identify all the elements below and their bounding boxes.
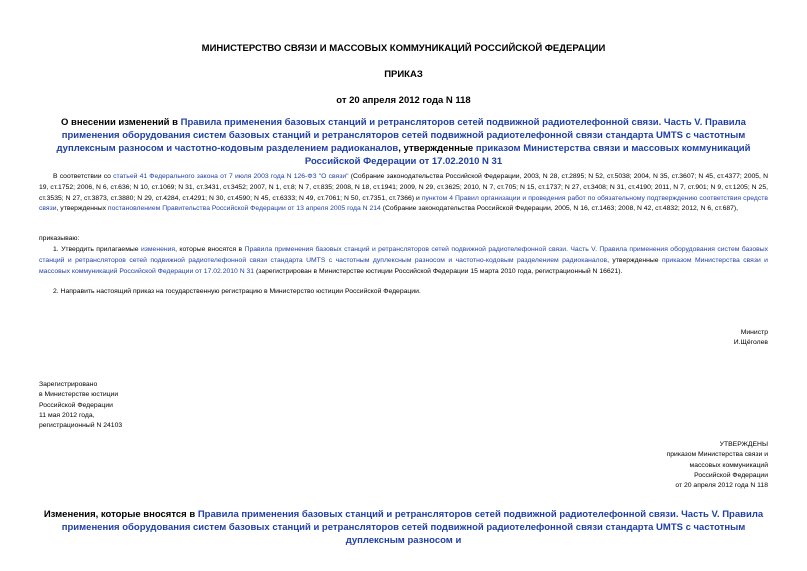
approval-line: приказом Министерства связи и <box>666 451 768 459</box>
title-middle: , утвержденные <box>398 143 476 154</box>
item-1-text-2: , которые вносятся в <box>175 246 245 253</box>
item-1-order-link[interactable]: приказом Министерства связи и массовых коммуникаций Российской Федерации от 17.02.2010 N 31 <box>39 256 768 275</box>
title-rules-link[interactable]: Правила применения базовых станций и ретрансляторов сетей подвижной радиотелефонной связи. Часть V. Правила применения оборудования систем базовых станций и ретрансляторов сетей подвижной радиотелефонной связи стандарта UMTS с частотным дуплексным разносом и частотно-кодовым разделением радиоканалов <box>56 117 746 154</box>
item-1-text-3: , утвержденные <box>607 256 662 264</box>
preamble-text-2: (Собрание законодательства Российской Федерации, 2003, N 28, ст.2895; N 52, ст.5038; 2004, N 35, ст.3607; N 45, ст.4377; 2005, N 19, ст.1752; 2006, N 6, ст.636; N 10, ст.1069; N 31, ст.3431, ст.3452; 2007, N 1, ст.8; N 7, ст.835; 2008, N 18, ст.1941; 2009, N 29, ст.3625; 2010, N 7, ст.705; N 15, ст.1737; N 27, ст.3408; N 31, ст.4190; 2011, N 7, ст.901; N 9, ст.1205; N 25, ст.3535; N 27, ст.3873, ст.3880; N 29, ст.4284, ст.4291; N 30, ст.4590; N 45, ст.6333; N 49, ст.7061; N 50, ст.7351, ст.7366) и <box>39 173 769 202</box>
law-link[interactable]: статьей 41 Федерального закона от 7 июля 2003 года N 126-ФЗ "О связи" <box>113 173 349 180</box>
document-date-number: от 20 апреля 2012 года N 118 <box>336 95 471 106</box>
changes-title <box>40 508 767 546</box>
changes-title-rules-link[interactable]: Правила применения базовых станций и ретрансляторов сетей подвижной радиотелефонной связи. Часть V. Правила применения оборудования систем базовых станций и ретрансляторов сетей подвижной радиотелефонной связи стандарта UMTS с частотным дуплексным разносом и <box>61 509 764 546</box>
changes-title-prefix: Изменения, которые вносятся в <box>43 509 198 520</box>
preamble-text-1: В соответствии со <box>53 173 114 180</box>
approval-line: Российской Федерации <box>694 471 768 479</box>
government-decree-link[interactable]: постановлением Правительства Российской Федерации от 13 апреля 2005 года N 214 <box>107 205 381 213</box>
title-prefix: О внесении изменений в <box>61 117 181 128</box>
signature-position: Министр <box>740 329 768 336</box>
order-word: приказываю: <box>39 235 80 242</box>
registration-block <box>39 380 122 431</box>
preamble-text-3: , утвержденных <box>56 205 108 213</box>
document-type: ПРИКАЗ <box>384 69 423 80</box>
item-2-paragraph: 2. Направить настоящий приказ на государственную регистрацию в Министерство юстиции Российской Федерации. <box>53 288 421 295</box>
signature-block <box>734 328 768 349</box>
item-1-paragraph <box>39 245 768 277</box>
preamble-paragraph <box>39 172 768 215</box>
registration-line: в Министерстве юстиции <box>39 391 119 399</box>
registration-line: Российской Федерации <box>39 401 113 409</box>
ministry-heading: МИНИСТЕРСТВО СВЯЗИ И МАССОВЫХ КОММУНИКАЦИЙ РОССИЙСКОЙ ФЕДЕРАЦИИ <box>201 43 606 54</box>
registration-line: 11 мая 2012 года, <box>39 411 95 419</box>
approval-line: от 20 апреля 2012 года N 118 <box>675 482 768 490</box>
registration-line: регистрационный N 24103 <box>39 422 123 430</box>
changes-link[interactable]: изменения <box>140 246 176 253</box>
approval-line: УТВЕРЖДЕНЫ <box>719 441 768 448</box>
approval-line: массовых коммуникаций <box>689 461 768 469</box>
rules-item4-link[interactable]: пунктом 4 Правил организации и проведения работ по обязательному подтверждению соответствия средств связи <box>39 194 768 213</box>
item-1-rules-link[interactable]: Правила применения базовых станций и ретрансляторов сетей подвижной радиотелефонной связи. Часть V. Правила применения оборудования систем базовых станций и ретрансляторов сетей подвижной радиотелефонной связи стандарта UMTS с частотным дуплексным разносом и частотно-кодовым разделением радиоканалов <box>39 246 769 264</box>
registration-line: Зарегистрировано <box>39 381 98 388</box>
approval-block <box>667 440 768 491</box>
document-title <box>40 116 767 168</box>
item-1-text-1: 1. Утвердить прилагаемые <box>53 246 141 253</box>
title-order-link[interactable]: приказом Министерства связи и массовых коммуникаций Российской Федерации от 17.02.2010 N 31 <box>304 143 751 167</box>
signature-name: И.Щёголев <box>733 339 768 347</box>
item-1-text-4: (зарегистрирован в Министерстве юстиции Российской Федерации 15 марта 2010 года, регистрационный N 16621). <box>254 267 623 275</box>
preamble-text-4: (Собрание законодательства Российской Федерации, 2005, N 16, ст.1463; 2008, N 42, ст.4832; 2012, N 6, ст.687), <box>380 205 739 213</box>
